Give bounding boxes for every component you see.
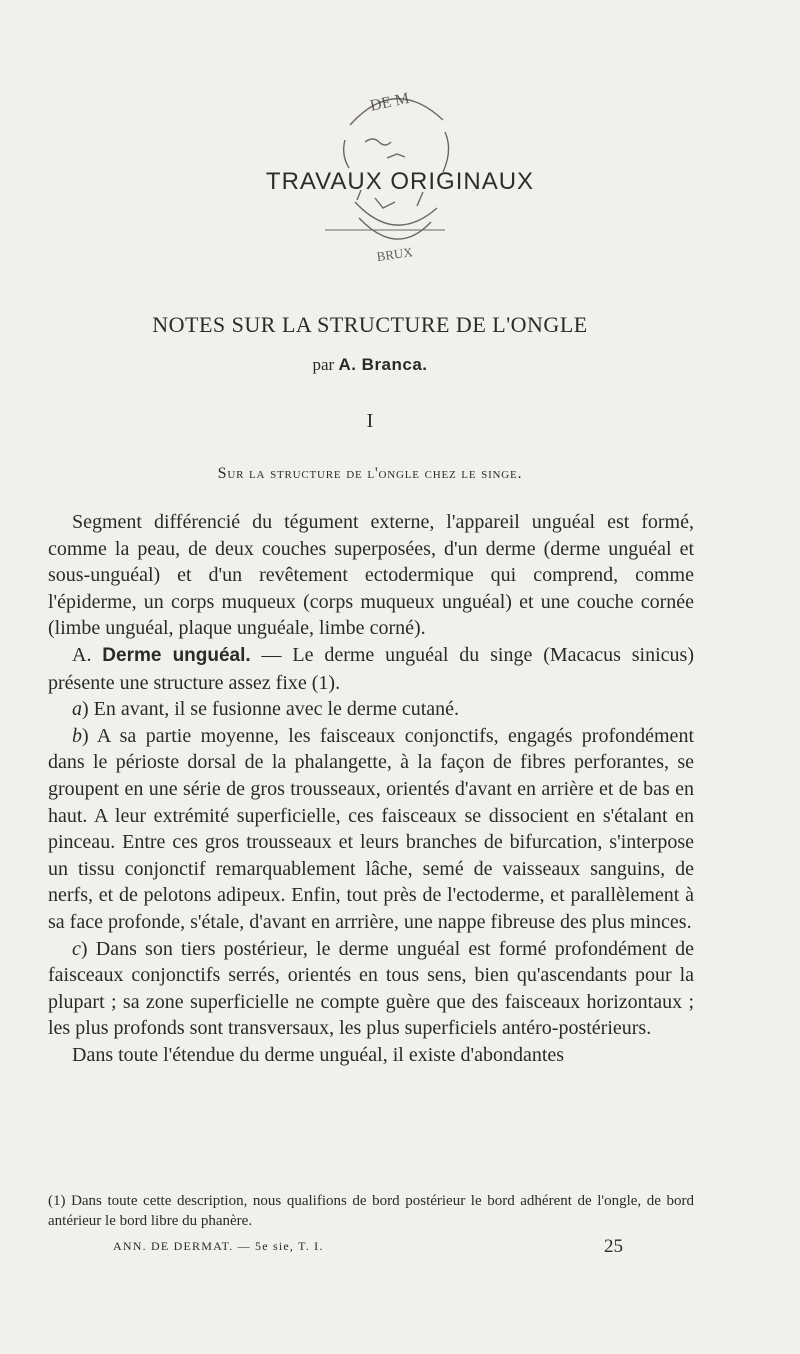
- article-body: [48, 509, 694, 1068]
- paragraph-a-text: ) En avant, il se fusionne avec le derme cutané.: [82, 698, 460, 721]
- paragraph-2: [48, 642, 694, 696]
- page-number: 25: [604, 1236, 623, 1257]
- footnote: (1) Dans toute cette description, nous qualifions de bord postérieur le bord adhérent de l'ongle, de bord antérieur le bord libre du phanère.: [48, 1193, 694, 1229]
- derme-ungueal-heading: Derme unguéal.: [102, 644, 251, 666]
- journal-reference: ANN. DE DERMAT. — 5e sie, T. I.: [113, 1239, 324, 1253]
- stamp-bottom-text: BRUX: [375, 244, 414, 265]
- byline: [0, 355, 740, 375]
- author-name: A. Branca.: [338, 355, 428, 374]
- item-marker-c: c: [72, 937, 81, 960]
- paragraph-6: Dans toute l'étendue du derme unguéal, il existe d'abondantes: [72, 1043, 565, 1066]
- paragraph-a: [48, 696, 694, 723]
- paragraph-b-text: ) A sa partie moyenne, les faisceaux conjonctifs, engagés profondément dans le périoste dorsal de la phalangette, à la façon de fibres perforantes, se groupent en une série de gros trousseaux, orientés d'avant en arrière et de bas en haut. A leur extrémité superficielle, ces faisceaux se dissocient en s'étalant en pinceau. Entre ces gros trousseaux et leurs branches de bifurcation, s'interpose un tissu conjonctif remarquablement lâche, semé de vaisseaux sanguins, de nerfs, et de pelotons adipeux. Enfin, tout près de l'ectoderme, et parallèlement à sa face profonde, s'étale, d'avant en arrrière, une nappe fibreuse des plus minces.: [48, 724, 694, 933]
- section-header: TRAVAUX ORIGINAUX: [265, 168, 535, 195]
- section-numeral: I: [366, 410, 374, 432]
- paragraph-b: [48, 723, 694, 936]
- paragraph-2-label: A.: [72, 643, 103, 666]
- paragraph-2-text: — Le derme unguéal du singe (Macacus sinicus) présente une structure assez fixe (1).: [48, 643, 694, 694]
- byline-prefix: par: [312, 355, 335, 374]
- paragraph-1: Segment différencié du tégument externe, l'appareil unguéal est formé, comme la peau, de deux couches superposées, d'un derme (derme unguéal et sous-unguéal) et d'un revêtement ectodermique qui comprend, comme l'épiderme, un corps muqueux (corps muqueux unguéal) et une couche cornée (limbe unguéal, plaque unguéale, limbe corné).: [48, 511, 694, 640]
- paragraph-c-text: ) Dans son tiers postérieur, le derme unguéal est formé profondément de faisceaux conjonctifs serrés, orientés en tous sens, bien qu'ascendants pour la plupart ; sa zone superficielle ne compte guère que des faisceaux horizontaux ; les plus profonds sont transversaux, les plus superficiels antéro-postérieurs.: [48, 937, 694, 1040]
- item-marker-b: b: [72, 724, 82, 747]
- item-marker-a: a: [72, 698, 82, 721]
- stamp-top-text: DE M: [368, 89, 411, 115]
- section-subtitle: Sur la structure de l'ongle chez le singe.: [217, 465, 523, 482]
- article-title: NOTES SUR LA STRUCTURE DE L'ONGLE: [152, 312, 588, 337]
- paragraph-c: [48, 936, 694, 1042]
